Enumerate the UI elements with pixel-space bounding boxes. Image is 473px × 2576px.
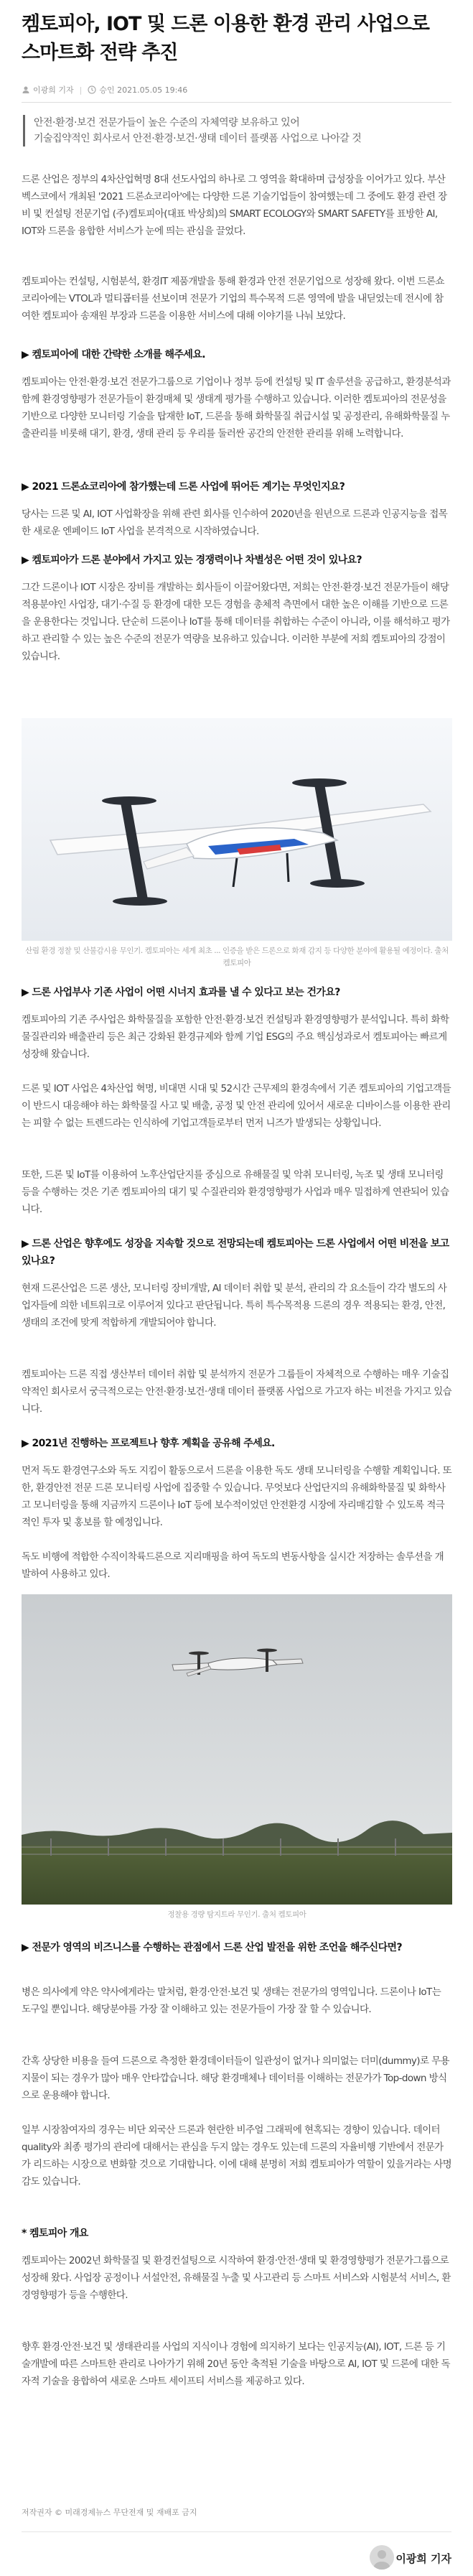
avatar — [370, 2545, 394, 2570]
figure-caption: 정찰용 경량 탐지트라 무인기. 출처 켐토피아 — [167, 1910, 306, 1919]
interview-question: ▶ 켐토피아가 드론 분야에서 가지고 있는 경쟁력이나 차별성은 어떤 것이 있나요? — [22, 554, 362, 566]
interview-question: ▶ 드론 사업부사 기존 사업이 어떤 시너지 효과를 낼 수 있다고 보는 건가요? — [22, 987, 340, 998]
interview-question: ▶ 2021 드론쇼코리아에 참가했는데 드론 사업에 뛰어든 계기는 무엇인지요? — [22, 481, 345, 493]
author-name[interactable]: 이광희 기자 — [395, 2552, 451, 2565]
article-meta — [22, 84, 187, 96]
summary-line: 안전·환경·보건 전문가들이 높은 수준의 자체역량 보유하고 있어 — [34, 117, 300, 129]
paragraph: 일부 시장참여자의 경우는 비단 외국산 드론과 현란한 비주얼 그래픽에 현혹되는 경향이 있습니다. 데이터 quality와 최종 평가의 관리에 대해서는 관심을 두지 않는 경우도 있는데 드론의 자율비행 기반에서 전문가가 리드하는 시장으로 변화할 것으로 기대합니다. 이에 대해 분명히 저희 켐토피아가 역할이 있을거라는 사명감도 있습니다. — [22, 2124, 452, 2187]
paragraph: 켐토피아의 기존 주사업은 화학물질을 포함한 안전·환경·보건 컨설팅과 환경영향평가 분석입니다. 특히 화학물질관리와 배출관리 등은 최근 강화된 환경규제와 함께 기업 ESG의 주요 핵심성과로서 켐토피아는 빠르게 성장해 왔습니다. — [22, 1014, 449, 1060]
drone-field-image — [22, 1594, 452, 1905]
paragraph: 켐토피아는 2002년 화학물질 및 환경컨설팅으로 시작하여 환경·안전·생태 및 환경영향평가 전문가그룹으로 성장해 왔다. 사업장 공정이나 서설안전, 유해물질 누출 및 사고관리 등 스마트 서비스와 시험분석 서비스, 환경영향평가 등을 수행한다. — [22, 2255, 451, 2301]
paragraph: 켐토피아는 안전·환경·보건 전문가그룹으로 기업이나 정부 등에 컨설팅 및 IT 솔루션을 공급하고, 환경분석과 함께 환경영향평가 전문가들이 환경매체 및 생태계 평가를 수행하고 있습니다. 이러한 켐토피아의 전문성을 기반으로 다양한 모니터링 기술을 탑재한 IoT, 드론을 통해 화학물질 취급시설 및 공정관리, 유해화학물질 누출관리를 비롯해 대기, 환경, 생태 관리 등 우리를 둘러싼 공간의 안전한 관리를 위해 노력합니다. — [22, 376, 451, 440]
paragraph: 당사는 드론 및 AI, IOT 사업확장을 위해 관련 회사를 인수하여 2020년을 원년으로 드론과 인공지능을 접목한 새로운 엔페이드 IoT 사업을 본격적으로 시작하였습니다. — [22, 508, 448, 537]
article-summary — [23, 115, 457, 147]
paragraph: 먼저 독도 환경연구소와 독도 지킴이 활동으로서 드론을 이용한 독도 생태 모니터링을 수행할 계획입니다. 또한, 환경안전 전문 드론 모니터링 사업에 집중할 수 있습니다. 무엇보다 산업단지의 유해화학물질 및 화학사고 모니터링을 통해 지금까지 드론이나 IoT 등에 보수적이었던 안전환경 시장에 자리매김할 수 있도록 적극적인 투자 및 홍보를 할 예정입니다. — [22, 1465, 452, 1528]
paragraph: 드론 및 IOT 사업은 4차산업 혁명, 비대면 시대 및 52시간 근무제의 환경속에서 기존 켐토피아의 기업고객들이 반드시 대응해야 하는 화학물질 사고 및 배출, 공정 및 안전 관리에 있어서 새로운 디바이스를 이용한 관리는 피할 수 없는 트렌드라는 인식하에 기업고객들로부터 먼저 니즈가 발생되는 상황입니다. — [22, 1083, 451, 1129]
vtol-drone-image — [22, 718, 452, 941]
drone-photo — [22, 718, 452, 941]
drone-flight-photo — [22, 1594, 452, 1905]
interview-question: ▶ 전문가 영역의 비즈니스를 수행하는 관점에서 드론 산업 발전을 위한 조언을 해주신다면? — [22, 1942, 402, 1953]
paragraph: 드론 산업은 정부의 4차산업혁명 8대 선도사업의 하나로 그 영역을 확대하며 급성장을 이어가고 있다. 부산 벡스코에서 개최된 '2021 드론쇼코리아'에는 다양한 드론 기술기업들이 참여했는데 그 중에도 환경 관련 장비 및 컨설팅 전문기업 (주)켐토피아(대표 박상희)의 SMART ECOLOGY와 SMART SAFETY를 표방한 AI, IOT와 드론을 융합한 서비스가 눈에 띄는 관심을 끌었다. — [22, 174, 447, 237]
person-icon — [370, 2545, 394, 2570]
user-icon — [22, 85, 30, 94]
clock-icon — [88, 85, 96, 94]
reporter-name[interactable]: 이광희 기자 — [33, 85, 74, 95]
paragraph: 또한, 드론 및 IoT를 이용하여 노후산업단지를 중심으로 유해물질 및 악취 모니터링, 녹조 및 생태 모니터링 등을 수행하는 것은 기존 켐토피아의 대기 및 수질관리와 환경영향평가 사업과 매우 밀접하게 연관되어 있습니다. — [22, 1169, 449, 1215]
company-overview-heading: * 켐토피아 개요 — [22, 2228, 88, 2239]
paragraph: 독도 비행에 적합한 수직이착륙드론으로 지리매핑을 하여 독도의 변동사항을 실시간 저장하는 솔루션을 개발하여 사용하고 있다. — [22, 1551, 444, 1580]
summary-line: 기술집약적인 회사로서 안전·환경·보건·생태 데이터 플랫폼 사업으로 나아갈 것 — [34, 133, 362, 144]
paragraph: 그간 드론이나 IOT 시장은 장비를 개발하는 회사들이 이끌어왔다면, 저희는 안전·환경·보건 전문가들이 해당 적용분야인 사업장, 대기·수질 등 환경에 대한 모든 경험을 총체적 측면에서 대한 높은 이해를 기반으로 드론을 운용한다는 것입니다. 단순히 드론이나 IoT를 통해 데이터를 취합하는 수준이 아니라, 이를 해석하고 평가하고 관리할 수 있는 높은 수준의 전문가 역량을 보유하고 있습니다. 이러한 부분에 저희 켐토피아의 강점이 있습니다. — [22, 582, 450, 662]
publish-date: 승인 2021.05.05 19:46 — [99, 85, 188, 95]
meta-separator: | — [79, 85, 83, 95]
paragraph: 현재 드론산업은 드론 생산, 모니터링 장비개발, AI 데이터 취합 및 분석, 관리의 각 요소들이 각각 별도의 사업자들에 의한 네트워크로 이루어져 있다고 판단됩니다. 특히 특수목적용 드론의 경우 적용되는 환경, 안전, 생태의 조건에 맞게 적합하게 개발되어야 합니다. — [22, 1283, 447, 1329]
interview-question: ▶ 2021년 진행하는 프로젝트나 향후 계획을 공유해 주세요. — [22, 1438, 275, 1449]
paragraph: 켐토피아는 드론 직접 생산부터 데이터 취합 및 분석까지 전문가 그룹들이 자체적으로 수행하는 매우 기술집약적인 회사로서 궁극적으로는 안전·환경·보건·생태 데이터 플랫폼 사업으로 가고자 하는 비전을 가지고 있습니다. — [22, 1369, 452, 1415]
paragraph: 향후 환경·안전·보건 및 생태관리를 사업의 지식이나 경험에 의지하기 보다는 인공지능(AI), IOT, 드론 등 기술개발에 따른 스마트한 관리로 나아가기 위해 20년 동안 축적된 기술을 바탕으로 AI, IOT 및 드론에 대한 독자적 기술을 융합하여 새로운 스마트 세이프티 서비스를 제공하고 있다. — [22, 2341, 450, 2387]
author-box — [22, 2531, 451, 2575]
interview-question: ▶ 드론 산업은 향후에도 성장을 지속할 것으로 전망되는데 켐토피아는 드론 사업에서 어떤 비전을 보고 있나요? — [22, 1238, 449, 1267]
figure-caption: 산림 환경 정찰 및 산불감시용 무인기. 켐토피아는 세계 최초 ... 인증을 받은 드론으로 화재 감지 등 다양한 분야에 활용될 예정이다. 출처 켐토피아 — [25, 947, 449, 967]
title-divider — [22, 102, 451, 103]
article-title: 켐토피아, IOT 및 드론 이용한 환경 관리 사업으로 스마트화 전략 추진 — [22, 13, 429, 64]
copyright-notice: 저작권자 © 미래경제뉴스 무단전재 및 재배포 금지 — [22, 2508, 197, 2517]
paragraph: 병은 의사에게 약은 약사에게라는 말처럼, 환경·안전·보건 및 생태는 전문가의 영역입니다. 드론이나 IoT는 도구일 뿐입니다. 해당분야를 가장 잘 이해하고 있는 전문가들이 가장 잘 할 수 있습니다. — [22, 1986, 441, 2015]
paragraph: 간혹 상당한 비용을 들여 드론으로 측정한 환경데이터들이 일관성이 없거나 의미없는 더미(dummy)로 무용지물이 되는 경우가 많아 매우 안타깝습니다. 해당 환경매체나 데이터를 이해하는 전문가가 Top-down 방식으로 운용해야 합니다. — [22, 2055, 449, 2101]
interview-question: ▶ 켐토피아에 대한 간략한 소개를 해주세요. — [22, 349, 205, 361]
paragraph: 켐토피아는 컨설팅, 시험분석, 환경IT 제품개발을 통해 환경과 안전 전문기업으로 성장해 왔다. 이번 드론쇼코리아에는 VTOL과 멀티콥터를 선보이며 전문가 기업의 특수목적 드론 영역에 발을 내딛었는데 전시에 참여한 켐토피아 송재원 부장과 드론을 이용한 서비스에 대해 이야기를 나눠 보았다. — [22, 276, 444, 322]
